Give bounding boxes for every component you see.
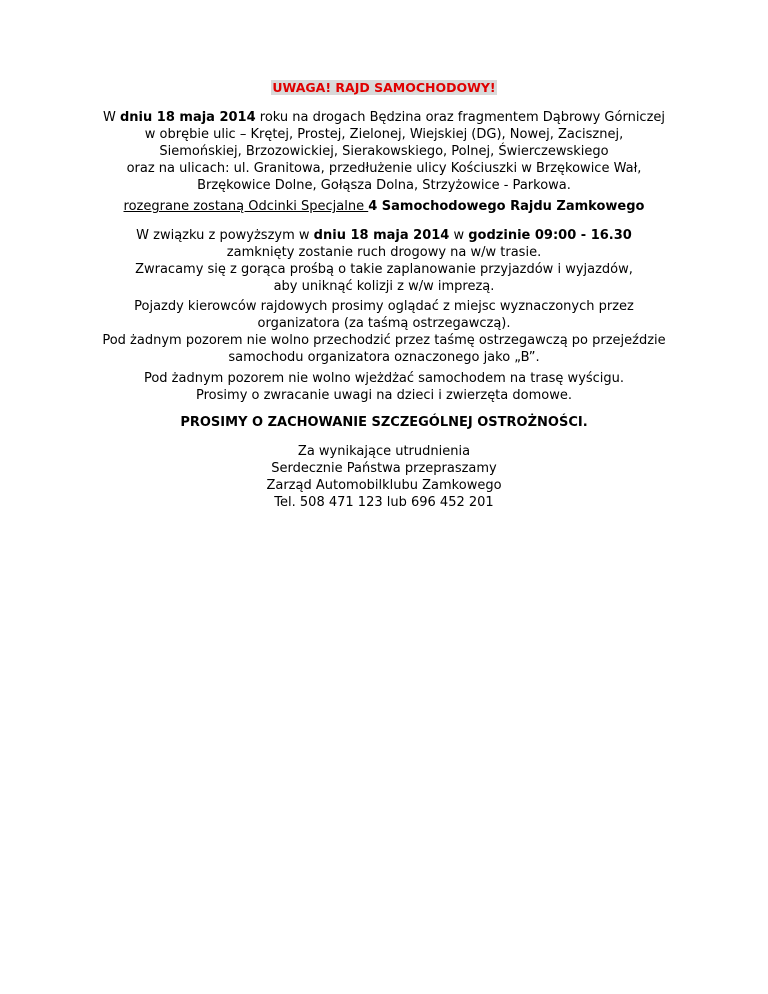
event-date-bold: dniu 18 maja 2014 bbox=[119, 110, 256, 125]
text-span: W związku z powyższym w bbox=[136, 228, 314, 243]
rally-name-bold: 4 Samochodowego Rajdu Zamkowego bbox=[368, 199, 645, 214]
paragraph-line: Brzękowice Dolne, Gołąsza Dolna, Strzyżowice - Parkowa. bbox=[197, 178, 571, 193]
paragraph-line bbox=[0, 109, 768, 126]
signature-phone: Tel. 508 471 123 lub 696 452 201 bbox=[274, 495, 494, 510]
closure-date-bold: dniu 18 maja 2014 bbox=[313, 228, 450, 243]
paragraph-road-closure bbox=[0, 227, 768, 295]
caution-heading: PROSIMY O ZACHOWANIE SZCZEGÓLNEJ OSTROŻNOŚCI. bbox=[180, 415, 588, 430]
signature-line: Zarząd Automobilklubu Zamkowego bbox=[266, 478, 502, 493]
paragraph-line: oraz na ulicach: ul. Granitowa, przedłużenie ulicy Kościuszki w Brzękowice Wał, bbox=[126, 161, 642, 176]
text-span: W bbox=[102, 110, 120, 125]
paragraph-line: zamknięty zostanie ruch drogowy na w/w trasie. bbox=[226, 245, 542, 260]
paragraph-line: Pod żadnym pozorem nie wolno przechodzić przez taśmę ostrzegawczą po przejeździe bbox=[102, 333, 666, 348]
notice-title-block bbox=[0, 80, 768, 97]
paragraph-line: Zwracamy się z gorąca prośbą o takie zaplanowanie przyjazdów i wyjazdów, bbox=[135, 262, 633, 277]
paragraph-spectators bbox=[0, 298, 768, 366]
closure-hours-bold: godzinie 09:00 - 16.30 bbox=[468, 228, 632, 243]
paragraph-line bbox=[0, 198, 768, 215]
signature-block bbox=[0, 443, 768, 511]
paragraph-special-stages bbox=[0, 198, 768, 215]
paragraph-line: organizatora (za taśmą ostrzegawczą). bbox=[257, 316, 511, 331]
paragraph-line: Pod żadnym pozorem nie wolno wjeżdżać samochodem na trasę wyścigu. bbox=[143, 371, 625, 386]
text-span: w bbox=[449, 228, 469, 243]
paragraph-track-warning bbox=[0, 370, 768, 404]
paragraph-event-date bbox=[0, 109, 768, 194]
paragraph-caution bbox=[0, 414, 768, 431]
paragraph-line: aby uniknąć kolizji z w/w imprezą. bbox=[273, 279, 495, 294]
paragraph-line: samochodu organizatora oznaczonego jako „B”. bbox=[228, 350, 540, 365]
paragraph-line: Pojazdy kierowców rajdowych prosimy oglądać z miejsc wyznaczonych przez bbox=[134, 299, 634, 314]
underlined-text: rozegrane zostaną Odcinki Specjalne bbox=[123, 199, 369, 214]
signature-line: Serdecznie Państwa przepraszamy bbox=[271, 461, 497, 476]
signature-line: Za wynikające utrudnienia bbox=[297, 444, 471, 459]
paragraph-line: Siemońskiej, Brzozowickiej, Sierakowskiego, Polnej, Świerczewskiego bbox=[159, 144, 609, 159]
text-span: roku na drogach Będzina oraz fragmentem Dąbrowy Górniczej bbox=[255, 110, 666, 125]
paragraph-line bbox=[0, 227, 768, 244]
paragraph-line: Prosimy o zwracanie uwagi na dzieci i zwierzęta domowe. bbox=[196, 388, 572, 403]
paragraph-line: w obrębie ulic – Krętej, Prostej, Zielonej, Wiejskiej (DG), Nowej, Zacisznej, bbox=[144, 127, 624, 142]
notice-title: UWAGA! RAJD SAMOCHODOWY! bbox=[272, 80, 496, 95]
